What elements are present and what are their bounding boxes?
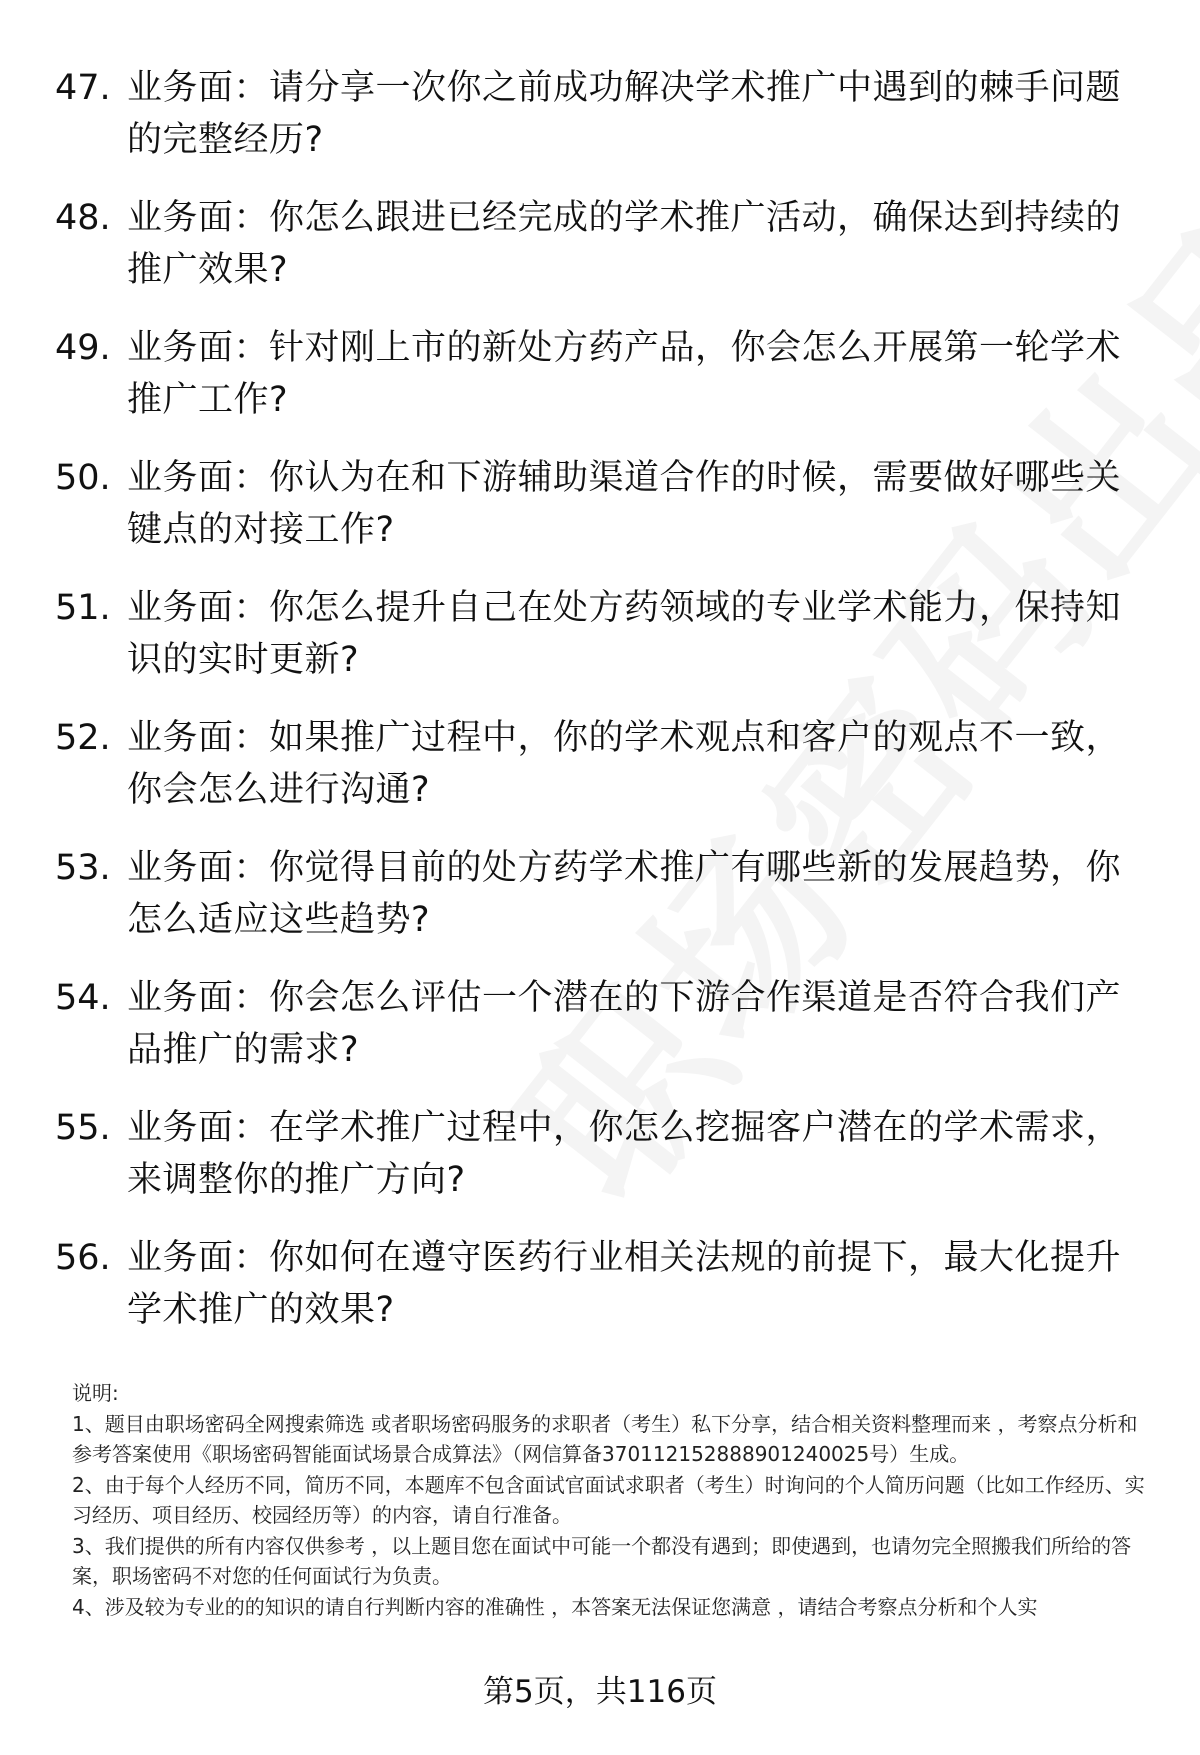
question-item: [55, 452, 1155, 582]
question-text: 业务面：你会怎么评估一个潜在的下游合作渠道是否符合我们产品推广的需求?: [127, 978, 1122, 1070]
note-item: 3、我们提供的所有内容仅供参考 ，以上题目您在面试中可能一个都没有遇到；即使遇到，也请勿完全照搬我们所给的答案，职场密码不对您的任何面试行为负责。: [72, 1533, 1132, 1588]
question-number: 49.: [55, 328, 111, 368]
question-item: [55, 712, 1155, 842]
question-text: 业务面：针对刚上市的新处方药产品，你会怎么开展第一轮学术推广工作?: [127, 328, 1122, 420]
note-item: 1、题目由职场密码全网搜索筛选 或者职场密码服务的求职者（考生）私下分享，结合相关资料整理而来 ，考察点分析和参考答案使用《职场密码智能面试场景合成算法》（网信算备370112152888901240025号）生成。: [72, 1411, 1138, 1466]
question-text: 业务面：你怎么提升自己在处方药领域的专业学术能力，保持知识的实时更新?: [127, 588, 1122, 680]
question-list: [55, 62, 1155, 1362]
question-text: 业务面：在学术推广过程中，你怎么挖掘客户潜在的学术需求，来调整你的推广方向?: [127, 1108, 1122, 1200]
question-item: [55, 322, 1155, 452]
question-text: 业务面：你怎么跟进已经完成的学术推广活动，确保达到持续的推广效果?: [127, 198, 1122, 290]
question-item: [55, 972, 1155, 1102]
question-text: 业务面：你觉得目前的处方药学术推广有哪些新的发展趋势，你怎么适应这些趋势?: [127, 848, 1122, 940]
question-item: [55, 582, 1155, 712]
notes-section: [72, 1378, 1152, 1622]
page-number: 第5页，共116页: [483, 1674, 717, 1710]
question-text: 业务面：你如何在遵守医药行业相关法规的前提下，最大化提升学术推广的效果?: [127, 1238, 1122, 1330]
question-number: 50.: [55, 458, 111, 498]
question-text: 业务面：如果推广过程中，你的学术观点和客户的观点不一致，你会怎么进行沟通?: [127, 718, 1122, 810]
question-number: 52.: [55, 718, 111, 758]
question-text: 业务面：你认为在和下游辅助渠道合作的时候，需要做好哪些关键点的对接工作?: [127, 458, 1122, 550]
question-text: 业务面：请分享一次你之前成功解决学术推广中遇到的棘手问题的完整经历?: [127, 68, 1122, 160]
question-number: 53.: [55, 848, 111, 888]
question-item: [55, 192, 1155, 322]
question-number: 51.: [55, 588, 111, 628]
question-number: 47.: [55, 68, 111, 108]
question-number: 56.: [55, 1238, 111, 1278]
question-number: 48.: [55, 198, 111, 238]
question-item: [55, 62, 1155, 192]
question-item: [55, 1102, 1155, 1232]
question-number: 55.: [55, 1108, 111, 1148]
question-number: 54.: [55, 978, 111, 1018]
note-item: 4、涉及较为专业的的知识的请自行判断内容的准确性 ，本答案无法保证您满意 ，请结合考察点分析和个人实: [72, 1594, 1038, 1619]
notes-title: 说明:: [72, 1381, 119, 1405]
question-item: [55, 842, 1155, 972]
question-item: [55, 1232, 1155, 1362]
note-item: 2、由于每个人经历不同，简历不同，本题库不包含面试官面试求职者（考生）时询问的个人简历问题（比如工作经历、实习经历、项目经历、校园经历等）的内容，请自行准备。: [72, 1472, 1145, 1527]
